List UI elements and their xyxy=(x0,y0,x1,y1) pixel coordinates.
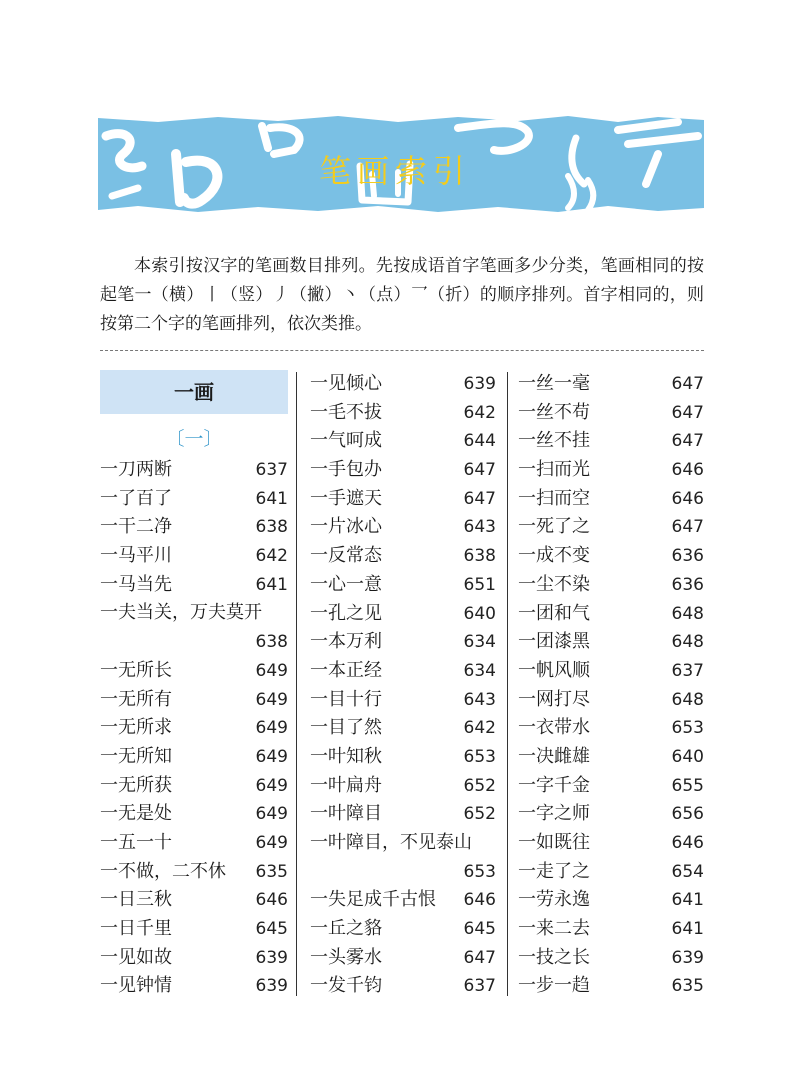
page-number: 642 xyxy=(463,718,496,739)
index-column-3 xyxy=(518,370,704,1001)
index-entry xyxy=(518,686,704,715)
page-number: 649 xyxy=(255,660,288,681)
page-number: 639 xyxy=(463,374,496,394)
idiom-text: 一无所知 xyxy=(100,745,172,767)
page-number: 640 xyxy=(463,603,496,624)
idiom-text: 一团和气 xyxy=(518,602,590,624)
idiom-text: 一气呵成 xyxy=(310,430,382,452)
idiom-text: 一失足成千古恨 xyxy=(310,889,436,911)
index-entry xyxy=(310,972,496,1001)
section-heading: 一画 xyxy=(100,370,288,414)
index-entry xyxy=(518,886,704,915)
index-entry xyxy=(100,599,288,628)
index-entry xyxy=(518,427,704,456)
index-entry xyxy=(100,944,288,973)
idiom-text: 一反常态 xyxy=(310,545,382,567)
index-entry xyxy=(518,456,704,485)
index-entry xyxy=(518,743,704,772)
index-entry xyxy=(100,800,288,829)
idiom-text: 一无所获 xyxy=(100,774,172,796)
page-number: 636 xyxy=(671,546,704,567)
page-number: 639 xyxy=(255,976,288,997)
index-entry xyxy=(310,370,496,399)
page-number: 646 xyxy=(463,890,496,911)
page-number: 653 xyxy=(671,718,704,739)
idiom-text: 一团漆黑 xyxy=(518,631,590,653)
idiom-text: 一夫当关，万夫莫开 xyxy=(100,602,262,624)
page-number: 634 xyxy=(463,660,496,681)
index-entry xyxy=(310,485,496,514)
page-number: 639 xyxy=(671,947,704,968)
idiom-text: 一扫而光 xyxy=(518,459,590,481)
page-number: 656 xyxy=(671,804,704,825)
idiom-text: 一步一趋 xyxy=(518,975,590,997)
idiom-text: 一叶障目，不见泰山 xyxy=(310,832,472,853)
page-number: 647 xyxy=(671,374,704,394)
page-number: 641 xyxy=(671,890,704,911)
page-number: 640 xyxy=(671,746,704,767)
page-number: 639 xyxy=(255,947,288,968)
idiom-text: 一日三秋 xyxy=(100,889,172,911)
idiom-text: 一刀两断 xyxy=(100,459,172,480)
index-entry xyxy=(310,714,496,743)
page-number: 643 xyxy=(463,517,496,538)
page-number: 654 xyxy=(671,861,704,882)
page-number: 644 xyxy=(463,431,496,452)
index-entry xyxy=(100,571,288,600)
page-number: 646 xyxy=(671,488,704,509)
page-number: 648 xyxy=(671,689,704,710)
page-number: 642 xyxy=(255,546,288,567)
index-entry xyxy=(310,571,496,600)
index-entry xyxy=(310,800,496,829)
page-number: 652 xyxy=(463,775,496,796)
idiom-text: 一扫而空 xyxy=(518,487,590,509)
index-entry xyxy=(310,657,496,686)
page-number: 643 xyxy=(463,689,496,710)
page-number: 648 xyxy=(671,603,704,624)
intro-text xyxy=(100,252,704,339)
index-entry xyxy=(100,972,288,1001)
index-entry xyxy=(310,628,496,657)
page-number: 651 xyxy=(463,574,496,595)
index-entry xyxy=(310,542,496,571)
index-entry-page-line xyxy=(100,628,288,657)
page-number: 637 xyxy=(671,660,704,681)
idiom-text: 一字千金 xyxy=(518,774,590,796)
idiom-text: 一网打尽 xyxy=(518,688,590,710)
index-entry xyxy=(310,600,496,629)
idiom-text: 一丝不挂 xyxy=(518,430,590,452)
idiom-text: 一见钟情 xyxy=(100,975,172,997)
index-entry xyxy=(100,829,288,858)
index-entry xyxy=(100,456,288,485)
index-entry xyxy=(518,513,704,542)
page-number: 653 xyxy=(463,746,496,767)
index-entry xyxy=(518,972,704,1001)
page-number: 636 xyxy=(671,574,704,595)
idiom-text: 一无所长 xyxy=(100,659,172,681)
page-number: 635 xyxy=(255,861,288,882)
page-number: 649 xyxy=(255,832,288,853)
index-entry xyxy=(100,686,288,715)
idiom-text: 一如既往 xyxy=(518,832,590,853)
idiom-text: 一孔之见 xyxy=(310,602,382,624)
index-entry xyxy=(100,858,288,887)
index-entry xyxy=(518,944,704,973)
idiom-text: 一成不变 xyxy=(518,545,590,567)
idiom-text: 一无是处 xyxy=(100,803,172,825)
idiom-text: 一毛不拔 xyxy=(310,401,382,423)
idiom-text: 一死了之 xyxy=(518,516,590,538)
page-number: 646 xyxy=(255,890,288,911)
index-entry-page-line xyxy=(310,858,496,887)
page-number: 637 xyxy=(255,460,288,480)
idiom-text: 一了百了 xyxy=(100,487,172,509)
index-entry xyxy=(518,829,704,858)
page-number: 649 xyxy=(255,689,288,710)
page-number: 653 xyxy=(463,861,496,882)
idiom-text: 一发千钧 xyxy=(310,975,382,997)
index-entry xyxy=(310,829,496,858)
page-number: 647 xyxy=(463,460,496,481)
idiom-text: 一心一意 xyxy=(310,573,382,595)
index-entry xyxy=(310,915,496,944)
idiom-text: 一马当先 xyxy=(100,573,172,595)
idiom-text: 一手遮天 xyxy=(310,487,382,509)
index-column-2 xyxy=(310,370,496,1001)
index-column-1 xyxy=(100,370,288,1001)
idiom-text: 一尘不染 xyxy=(518,573,590,595)
page-number: 638 xyxy=(463,546,496,567)
index-entry xyxy=(310,456,496,485)
index-entry xyxy=(310,399,496,428)
section-subheading: 〔一〕 xyxy=(165,428,223,450)
page-number: 635 xyxy=(671,976,704,997)
index-entry xyxy=(100,485,288,514)
page-number: 641 xyxy=(255,574,288,595)
index-entry xyxy=(310,886,496,915)
index-entry xyxy=(100,915,288,944)
page-number: 649 xyxy=(255,775,288,796)
index-entry xyxy=(100,513,288,542)
index-entry xyxy=(100,714,288,743)
page-number: 652 xyxy=(463,804,496,825)
page-number: 646 xyxy=(671,460,704,481)
idiom-text: 一叶知秋 xyxy=(310,745,382,767)
index-entry xyxy=(518,858,704,887)
index-entry xyxy=(518,370,704,399)
page-number: 645 xyxy=(255,919,288,939)
page-number: 649 xyxy=(255,746,288,767)
index-entry xyxy=(518,800,704,829)
idiom-text: 一帆风顺 xyxy=(518,659,590,681)
page-title: 笔画索引 xyxy=(318,152,471,190)
idiom-text: 一劳永逸 xyxy=(518,889,590,911)
page-number: 638 xyxy=(255,632,288,653)
idiom-text: 一手包办 xyxy=(310,459,382,481)
page-number: 637 xyxy=(463,976,496,997)
intro-paragraph: 本索引按汉字的笔画数目排列。先按成语首字笔画多少分类，笔画相同的按起笔一（横）丨（竖）丿（撇）丶（点）乛（折）的顺序排列。首字相同的，则按第二个字的笔画排列，依次类推。 xyxy=(100,256,704,334)
index-entry xyxy=(518,628,704,657)
idiom-text: 一决雌雄 xyxy=(518,745,590,767)
idiom-text: 一干二净 xyxy=(100,516,172,538)
column-divider xyxy=(296,372,297,996)
page-number: 649 xyxy=(255,804,288,825)
column-divider xyxy=(507,372,508,996)
idiom-text: 一无所有 xyxy=(100,688,172,710)
index-entry xyxy=(518,399,704,428)
index-entry xyxy=(100,772,288,801)
page-number: 641 xyxy=(671,919,704,940)
page-number: 648 xyxy=(671,632,704,653)
idiom-text: 一本万利 xyxy=(310,631,382,653)
divider xyxy=(100,350,704,351)
idiom-text: 一不做，二不休 xyxy=(100,860,226,882)
idiom-text: 一叶障目 xyxy=(310,803,382,825)
idiom-text: 一衣带水 xyxy=(518,717,590,739)
page-number: 647 xyxy=(463,947,496,968)
page-number: 655 xyxy=(671,775,704,796)
page-number: 645 xyxy=(463,919,496,940)
idiom-text: 一本正经 xyxy=(310,659,382,681)
idiom-text: 一五一十 xyxy=(100,831,172,853)
idiom-text: 一字之师 xyxy=(518,803,590,825)
index-entry xyxy=(310,513,496,542)
idiom-text: 一丝不苟 xyxy=(518,401,590,423)
index-entry xyxy=(310,743,496,772)
index-entry xyxy=(518,772,704,801)
index-entry xyxy=(518,600,704,629)
idiom-text: 一丝一毫 xyxy=(518,373,590,394)
idiom-text: 一头雾水 xyxy=(310,946,382,968)
page-number: 647 xyxy=(463,488,496,509)
index-entry xyxy=(100,657,288,686)
page-number: 638 xyxy=(255,517,288,538)
idiom-text: 一走了之 xyxy=(518,860,590,882)
idiom-text: 一马平川 xyxy=(100,545,172,567)
index-entry xyxy=(100,743,288,772)
index-entry xyxy=(518,657,704,686)
idiom-text: 一见如故 xyxy=(100,946,172,968)
idiom-text: 一技之长 xyxy=(518,946,590,968)
page-number: 642 xyxy=(463,402,496,423)
index-entry xyxy=(518,485,704,514)
idiom-text: 一无所求 xyxy=(100,717,172,739)
idiom-text: 一来二去 xyxy=(518,918,590,940)
idiom-text: 一目了然 xyxy=(310,717,382,739)
idiom-text: 一日千里 xyxy=(100,918,172,939)
page-number: 647 xyxy=(671,402,704,423)
idiom-text: 一见倾心 xyxy=(310,373,382,394)
index-entry xyxy=(518,915,704,944)
index-entry xyxy=(100,886,288,915)
idiom-text: 一片冰心 xyxy=(310,516,382,538)
idiom-text: 一丘之貉 xyxy=(310,918,382,940)
index-entry xyxy=(518,571,704,600)
idiom-text: 一目十行 xyxy=(310,688,382,710)
page-number: 649 xyxy=(255,718,288,739)
index-entry xyxy=(100,542,288,571)
page-number: 634 xyxy=(463,632,496,653)
index-entry xyxy=(518,714,704,743)
page-number: 647 xyxy=(671,517,704,538)
index-entry xyxy=(310,686,496,715)
index-entry xyxy=(310,772,496,801)
index-entry xyxy=(310,944,496,973)
index-entry xyxy=(518,542,704,571)
index-entry xyxy=(310,427,496,456)
page-number: 641 xyxy=(255,488,288,509)
page-number: 646 xyxy=(671,833,704,853)
idiom-text: 一叶扁舟 xyxy=(310,774,382,796)
page-number: 647 xyxy=(671,431,704,452)
